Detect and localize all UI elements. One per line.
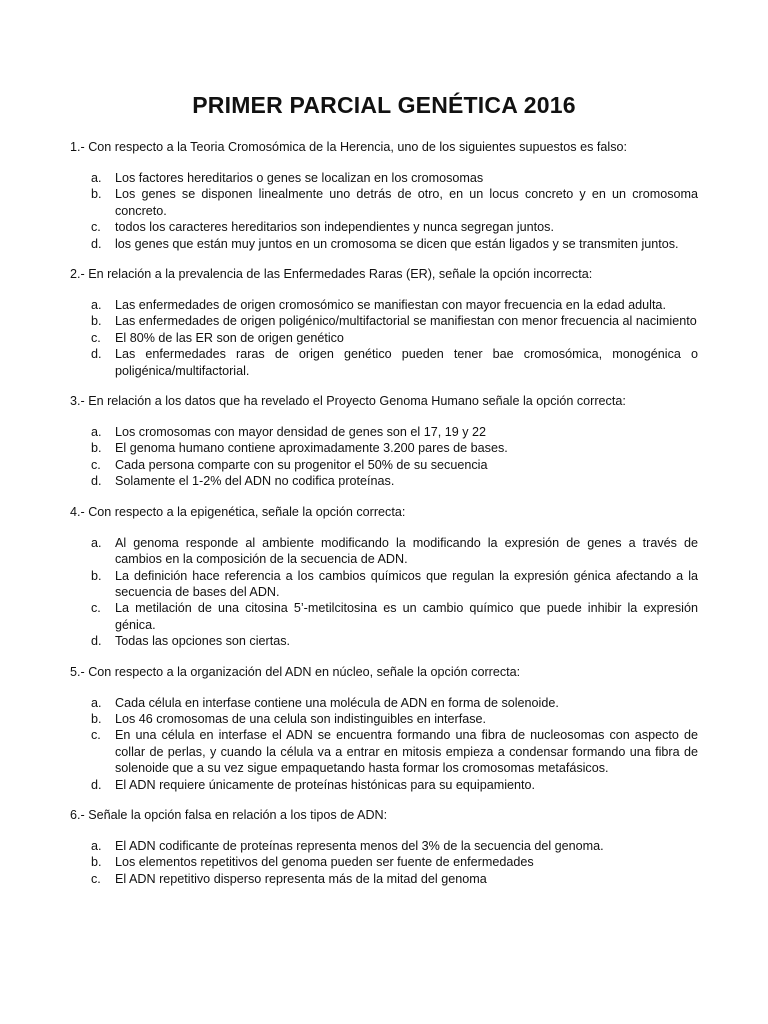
option-text: Cada célula en interfase contiene una molécula de ADN en forma de solenoide. — [115, 695, 559, 710]
option-letter: d. — [91, 236, 102, 251]
option-text: Cada persona comparte con su progenitor el 50% de su secuencia — [115, 457, 488, 472]
option-letter: d. — [91, 634, 102, 649]
option-letter: b. — [91, 314, 102, 329]
option-list — [70, 170, 698, 252]
option-list — [70, 424, 698, 490]
option-d — [70, 777, 698, 793]
option-text: Al genoma responde al ambiente modificando la modificando la expresión de genes a través de cambios en la composición de la secuencia de ADN. — [115, 535, 698, 567]
option-letter: d. — [91, 474, 102, 489]
option-letter: d. — [91, 347, 102, 362]
option-text: Las enfermedades de origen cromosómico se manifiestan con mayor frecuencia en la edad adulta. — [115, 298, 666, 313]
option-letter: c. — [91, 728, 101, 743]
option-letter: b. — [91, 441, 102, 456]
option-list — [70, 695, 698, 793]
option-b — [70, 440, 698, 456]
option-a — [70, 838, 698, 854]
option-a — [70, 535, 698, 568]
option-list — [70, 297, 698, 379]
option-letter: b. — [91, 187, 102, 202]
option-letter: c. — [91, 871, 101, 886]
option-letter: c. — [91, 601, 101, 616]
option-b — [70, 186, 698, 219]
option-letter: c. — [91, 457, 101, 472]
page-title: PRIMER PARCIAL GENÉTICA 2016 — [192, 92, 576, 118]
option-letter: a. — [91, 171, 102, 185]
option-text: Las enfermedades raras de origen genético pueden tener bae cromosómica, monogénica o poligénica/multifactorial. — [115, 347, 698, 378]
option-list — [70, 838, 698, 887]
option-d — [70, 346, 698, 379]
option-letter: c. — [91, 220, 101, 235]
option-text: Todas las opciones son ciertas. — [115, 634, 291, 649]
option-text: El ADN requiere únicamente de proteínas histónicas para su equipamiento. — [115, 777, 536, 792]
option-text: todos los caracteres hereditarios son independientes y nunca segregan juntos. — [115, 220, 554, 235]
option-text: Los elementos repetitivos del genoma pueden ser fuente de enfermedades — [115, 855, 534, 870]
option-b — [70, 854, 698, 870]
option-letter: a. — [91, 425, 102, 440]
option-c — [70, 457, 698, 473]
question-4 — [70, 504, 698, 650]
question-text: 3.- En relación a los datos que ha revelado el Proyecto Genoma Humano señale la opción correcta: — [70, 394, 626, 409]
option-letter: a. — [91, 298, 102, 313]
option-c — [70, 219, 698, 235]
option-a — [70, 170, 698, 186]
option-text: El ADN codificante de proteínas representa menos del 3% de la secuencia del genoma. — [115, 838, 604, 853]
option-d — [70, 236, 698, 252]
option-a — [70, 297, 698, 313]
option-c — [70, 600, 698, 633]
question-text: 5.- Con respecto a la organización del ADN en núcleo, señale la opción correcta: — [70, 664, 521, 679]
option-letter: d. — [91, 777, 102, 792]
question-text: 2.- En relación a la prevalencia de las Enfermedades Raras (ER), señale la opción incorrecta: — [70, 267, 593, 282]
option-d — [70, 473, 698, 489]
question-3 — [70, 393, 698, 490]
option-letter: a. — [91, 535, 102, 550]
question-text: 4.- Con respecto a la epigenética, señale la opción correcta: — [70, 504, 406, 519]
question-2 — [70, 266, 698, 379]
option-a — [70, 695, 698, 711]
option-d — [70, 633, 698, 649]
option-text: El ADN repetitivo disperso representa más de la mitad del genoma — [115, 871, 487, 886]
option-b — [70, 313, 698, 329]
question-text: 6.- Señale la opción falsa en relación a los tipos de ADN: — [70, 807, 388, 822]
option-text: La definición hace referencia a los cambios químicos que regulan la expresión génica afectando a la secuencia de bases del ADN. — [115, 568, 698, 599]
question-text: 1.- Con respecto a la Teoria Cromosómica de la Herencia, uno de los siguientes supuestos es falso: — [70, 140, 627, 154]
option-c — [70, 871, 698, 887]
option-text: El 80% de las ER son de origen genético — [115, 330, 344, 345]
option-text: Los cromosomas con mayor densidad de genes son el 17, 19 y 22 — [115, 425, 487, 440]
option-letter: b. — [91, 711, 102, 726]
question-5 — [70, 664, 698, 793]
option-c — [70, 330, 698, 346]
option-letter: b. — [91, 568, 102, 583]
option-list — [70, 535, 698, 650]
option-c — [70, 727, 698, 776]
option-letter: c. — [91, 330, 101, 345]
option-text: Los factores hereditarios o genes se localizan en los cromosomas — [115, 171, 484, 185]
option-text: En una célula en interfase el ADN se encuentra formando una fibra de nucleosomas con aspecto de collar de perlas, y cuando la célula va a entrar en mitosis empieza a condensar formando una fibra de solenoide que a su vez sigue empaquetando hasta formar los cromosomas metafásicos. — [115, 728, 698, 776]
option-text: El genoma humano contiene aproximadamente 3.200 pares de bases. — [115, 441, 508, 456]
option-b — [70, 568, 698, 601]
option-text: los genes que están muy juntos en un cromosoma se dicen que están ligados y se transmiten juntos. — [115, 236, 679, 251]
question-1 — [70, 139, 698, 252]
option-text: Los genes se disponen linealmente uno detrás de otro, en un locus concreto y en un cromosoma concreto. — [115, 187, 698, 218]
option-text: Los 46 cromosomas de una celula son indistinguibles en interfase. — [115, 711, 487, 726]
option-b — [70, 711, 698, 727]
option-letter: b. — [91, 855, 102, 870]
option-a — [70, 424, 698, 440]
option-letter: a. — [91, 838, 102, 853]
question-6 — [70, 807, 698, 887]
option-letter: a. — [91, 695, 102, 710]
option-text: Solamente el 1-2% del ADN no codifica proteínas. — [115, 474, 395, 489]
option-text: Las enfermedades de origen poligénico/multifactorial se manifiestan con menor frecuencia al nacimiento — [115, 314, 697, 329]
option-text: La metilación de una citosina 5’-metilcitosina es un cambio químico que puede inhibir la expresión génica. — [115, 601, 698, 632]
